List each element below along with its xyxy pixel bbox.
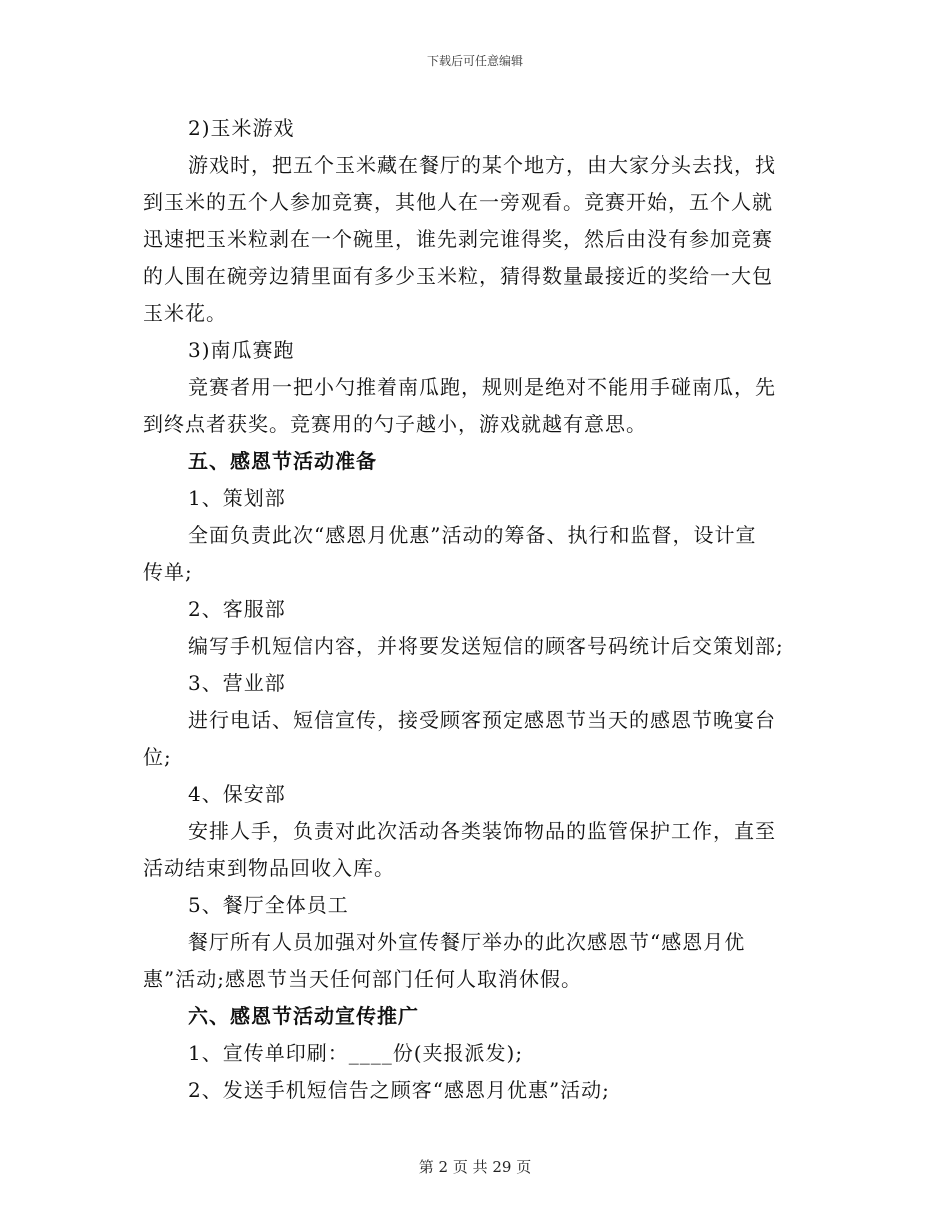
item-heading: 5、餐厅全体员工 (188, 893, 349, 917)
item-heading: 2、客服部 (188, 597, 286, 621)
list-item: 1、宣传单印刷：____份(夹报派发); (188, 1041, 524, 1065)
item-heading: 2)玉米游戏 (188, 116, 295, 140)
paragraph-line: 到玉米的五个人参加竞赛，其他人在一旁观看。竞赛开始，五个人就 (143, 190, 773, 214)
paragraph-line: 的人围在碗旁边猜里面有多少玉米粒，猜得数量最接近的奖给一大包 (143, 264, 773, 288)
item-heading: 3)南瓜赛跑 (188, 338, 295, 362)
list-item: 2、发送手机短信告之顾客“感恩月优惠”活动; (188, 1078, 610, 1102)
page-header: 下载后可任意编辑 (426, 54, 523, 68)
page-footer: 第 2 页 共 29 页 (418, 1158, 532, 1176)
item-heading: 4、保安部 (188, 782, 286, 806)
paragraph-line: 位; (143, 745, 172, 769)
paragraph-line: 传单; (143, 560, 193, 584)
paragraph-line: 安排人手，负责对此次活动各类装饰物品的监管保护工作，直至 (188, 819, 776, 843)
paragraph-line: 迅速把玉米粒剥在一个碗里，谁先剥完谁得奖，然后由没有参加竞赛 (143, 227, 773, 251)
section-heading: 六、感恩节活动宣传推广 (188, 1004, 419, 1028)
paragraph-line: 到终点者获奖。竞赛用的勺子越小，游戏就越有意思。 (143, 412, 647, 436)
paragraph-line: 活动结束到物品回收入库。 (143, 856, 395, 880)
paragraph-line: 编写手机短信内容，并将要发送短信的顾客号码统计后交策划部; (188, 634, 784, 658)
section-heading: 五、感恩节活动准备 (188, 449, 377, 473)
paragraph-line: 玉米花。 (143, 301, 227, 325)
paragraph-line: 竞赛者用一把小勺推着南瓜跑，规则是绝对不能用手碰南瓜，先 (188, 375, 776, 399)
item-heading: 1、策划部 (188, 486, 286, 510)
paragraph-line: 游戏时，把五个玉米藏在餐厅的某个地方，由大家分头去找，找 (188, 153, 776, 177)
paragraph-line: 餐厅所有人员加强对外宣传餐厅举办的此次感恩节“感恩月优 (188, 930, 746, 954)
paragraph-line: 惠”活动;感恩节当天任何部门任何人取消休假。 (143, 967, 582, 991)
paragraph-line: 进行电话、短信宣传，接受顾客预定感恩节当天的感恩节晚宴台 (188, 708, 776, 732)
item-heading: 3、营业部 (188, 671, 286, 695)
paragraph-line: 全面负责此次“感恩月优惠”活动的筹备、执行和监督，设计宣 (188, 523, 757, 547)
